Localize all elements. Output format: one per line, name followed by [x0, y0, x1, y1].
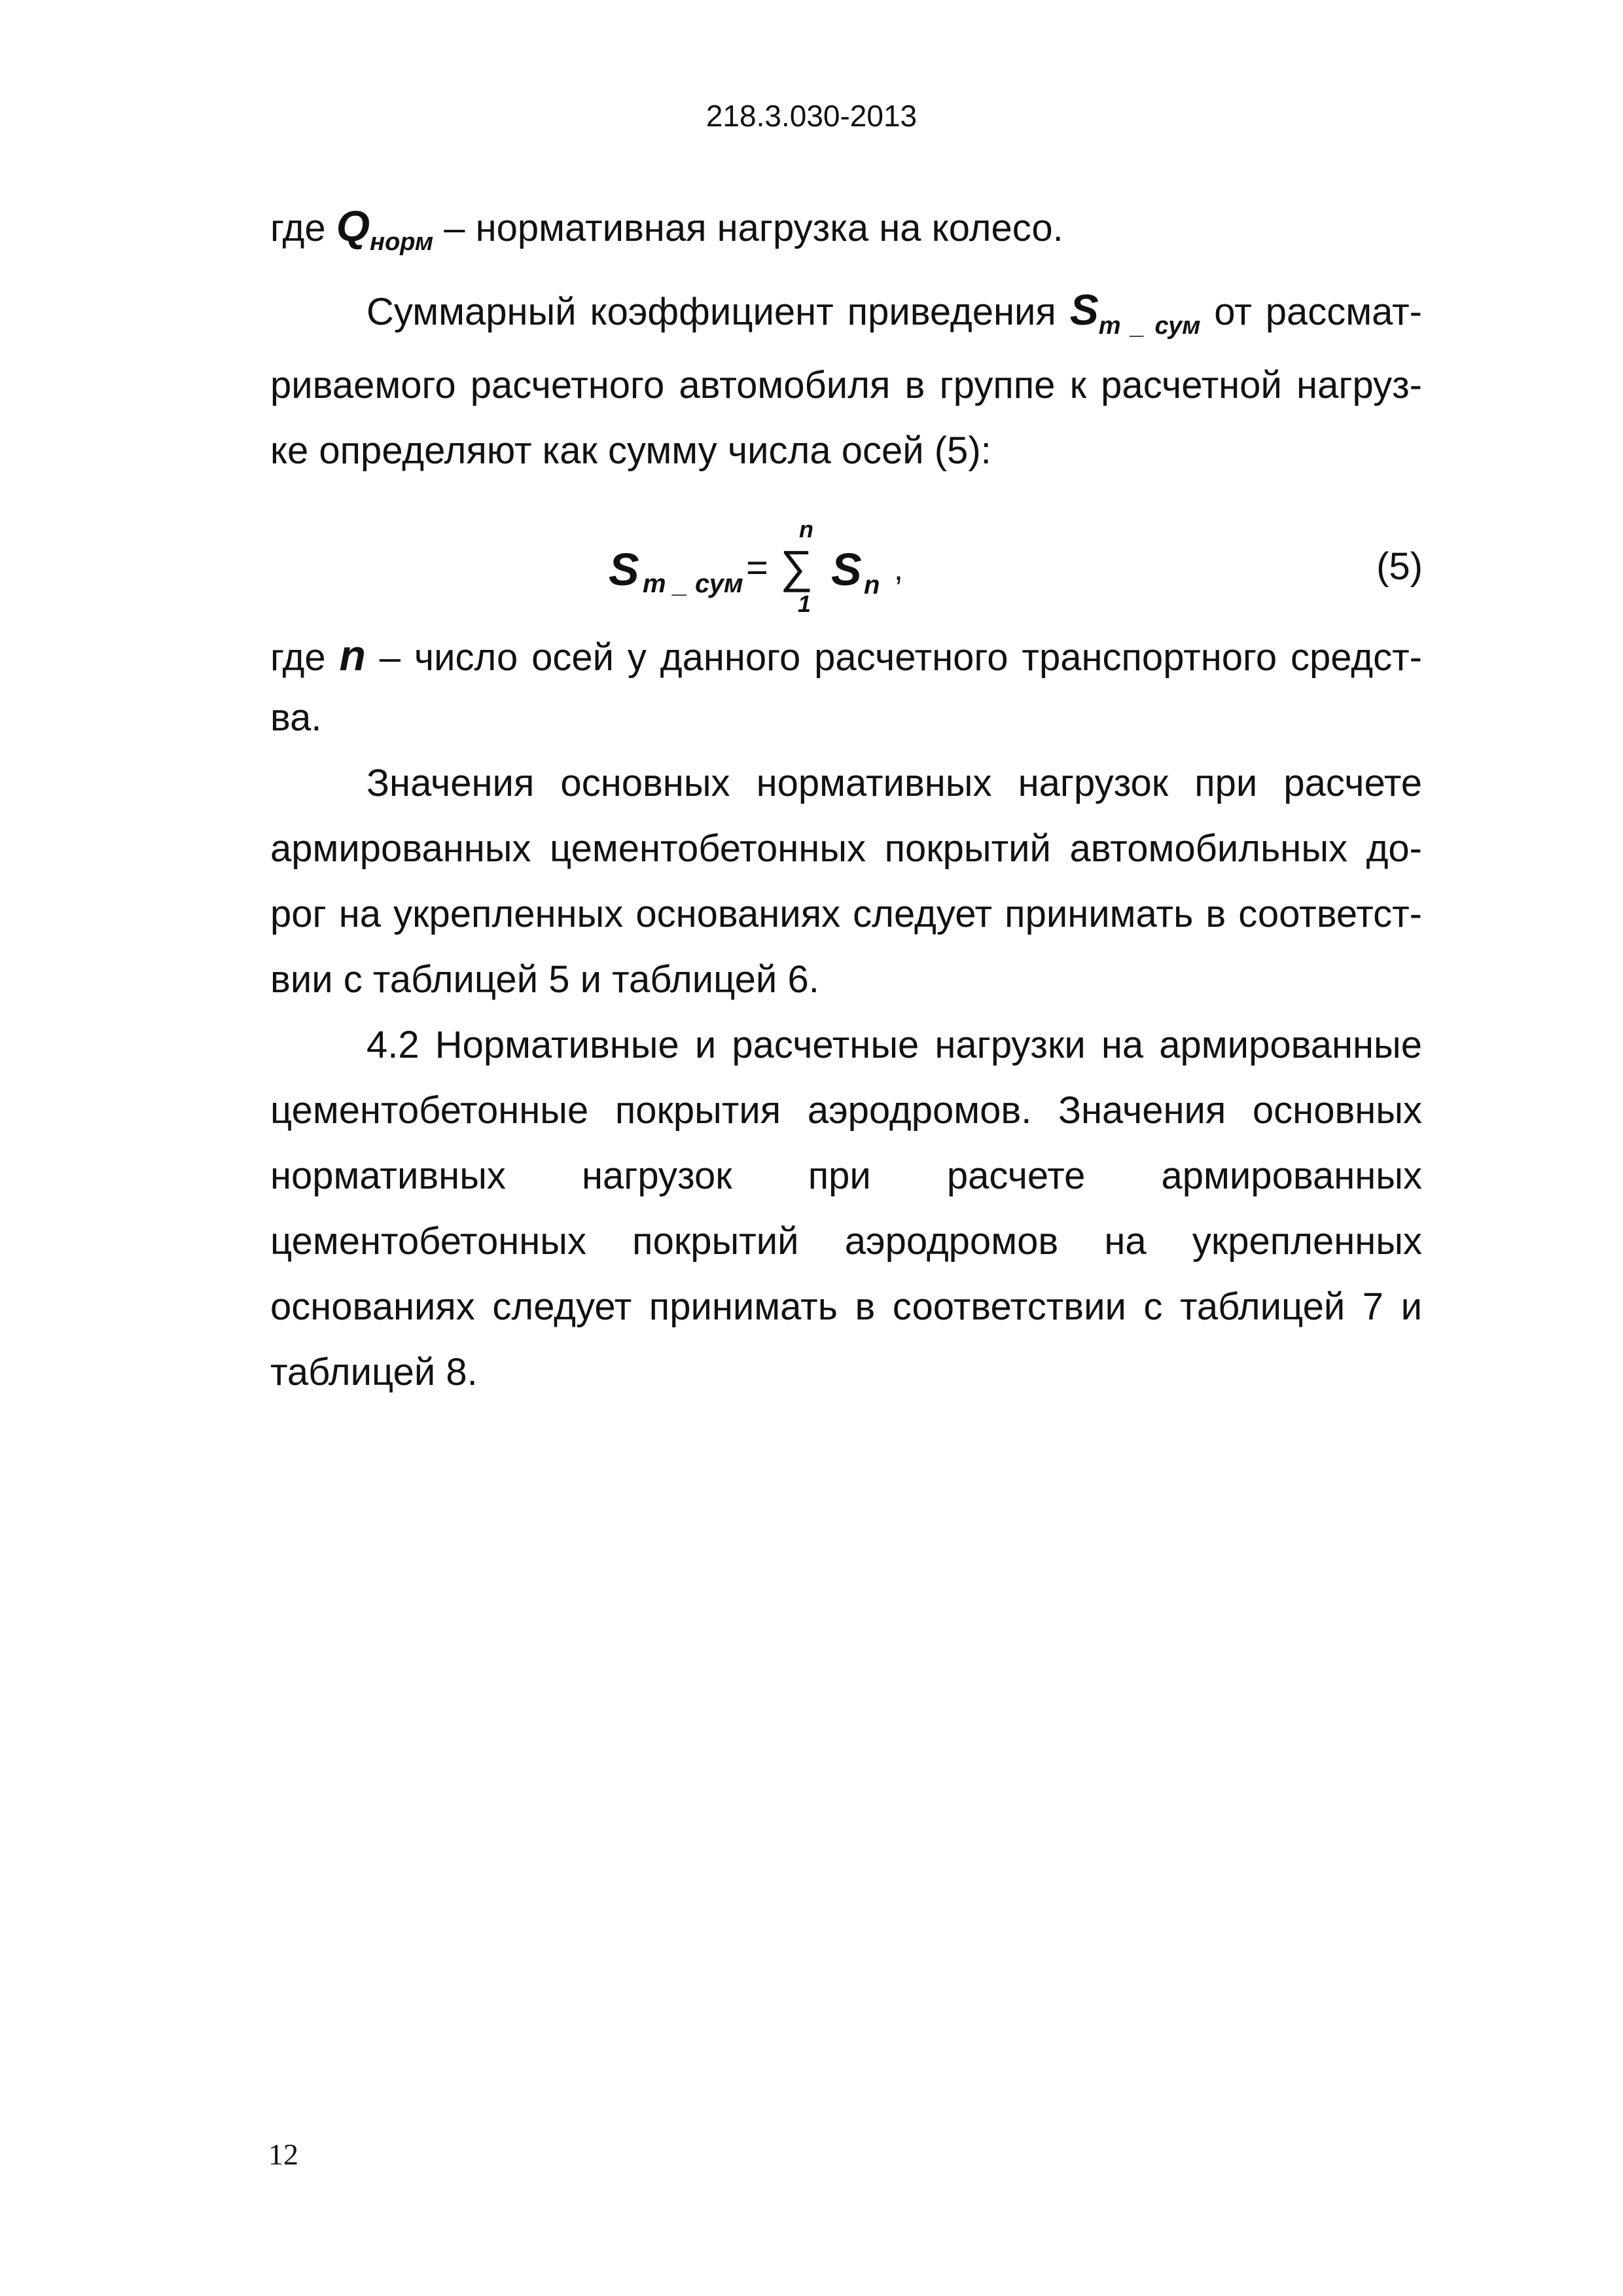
q-subscript: норм: [370, 228, 434, 256]
paragraph-line: [366, 285, 1422, 340]
paragraph-line: Значения основных нормативных нагрузок при расчете: [366, 762, 1422, 804]
paragraph-line: нормативных нагрузок при расчете армированных: [270, 1155, 1422, 1197]
formula-rhs: S: [831, 544, 862, 595]
formula-5: [609, 517, 949, 622]
page-number: 12: [268, 2138, 298, 2171]
paragraph-line: ке определяют как сумму числа осей (5):: [270, 429, 991, 472]
sum-lower-limit: 1: [798, 590, 812, 617]
paragraph-line: таблицей 8.: [270, 1351, 478, 1393]
sigma-symbol: ∑: [780, 541, 813, 592]
sum-upper-limit: n: [799, 516, 813, 543]
formula-number: (5): [1376, 545, 1423, 588]
document-number-header: 218.3.030-2013: [705, 99, 918, 133]
s-subscript: m _ сум: [1098, 312, 1201, 340]
paragraph-line: вии с таблицей 5 и таблицей 6.: [270, 958, 819, 1001]
where-word: где: [270, 636, 326, 679]
q-variable: Q: [336, 202, 370, 250]
formula-rhs-subscript: n: [864, 571, 880, 600]
paragraph-line: армированных цементобетонных покрытий автомобильных до-: [270, 827, 1422, 870]
s-variable: S: [1069, 285, 1099, 334]
paragraph-line: рог на укрепленных основаниях следует принимать в соответст-: [270, 893, 1422, 935]
q-norm-definition: [270, 202, 1422, 256]
section-4-2-line: 4.2 Нормативные и расчетные нагрузки на армированные: [366, 1024, 1422, 1066]
coef-sentence-end: от рассмат-: [1214, 291, 1422, 333]
formula-lhs: S: [609, 544, 639, 595]
paragraph-line: основаниях следует принимать в соответствии с таблицей 7 и: [270, 1285, 1422, 1328]
formula-comma: ,: [894, 550, 903, 587]
equals-sign: =: [746, 547, 768, 589]
formula-lhs-subscript: m _ сум: [643, 569, 743, 598]
paragraph-line: ва.: [270, 696, 322, 739]
n-definition: [270, 631, 1422, 679]
paragraph-line: цементобетонных покрытий аэродромов на укрепленных: [270, 1220, 1422, 1263]
n-variable: n: [339, 631, 366, 679]
q-norm-description: – нормативная нагрузка на колесо.: [444, 207, 1063, 249]
paragraph-line: цементобетонные покрытия аэродромов. Значения основных: [270, 1089, 1422, 1132]
paragraph-line: риваемого расчетного автомобиля в группе к расчетной нагруз-: [270, 364, 1422, 406]
n-description: – число осей у данного расчетного транспортного средст-: [379, 636, 1422, 679]
where-word: где: [270, 207, 326, 249]
coef-sentence-start: Суммарный коэффициент приведения: [366, 291, 1056, 333]
